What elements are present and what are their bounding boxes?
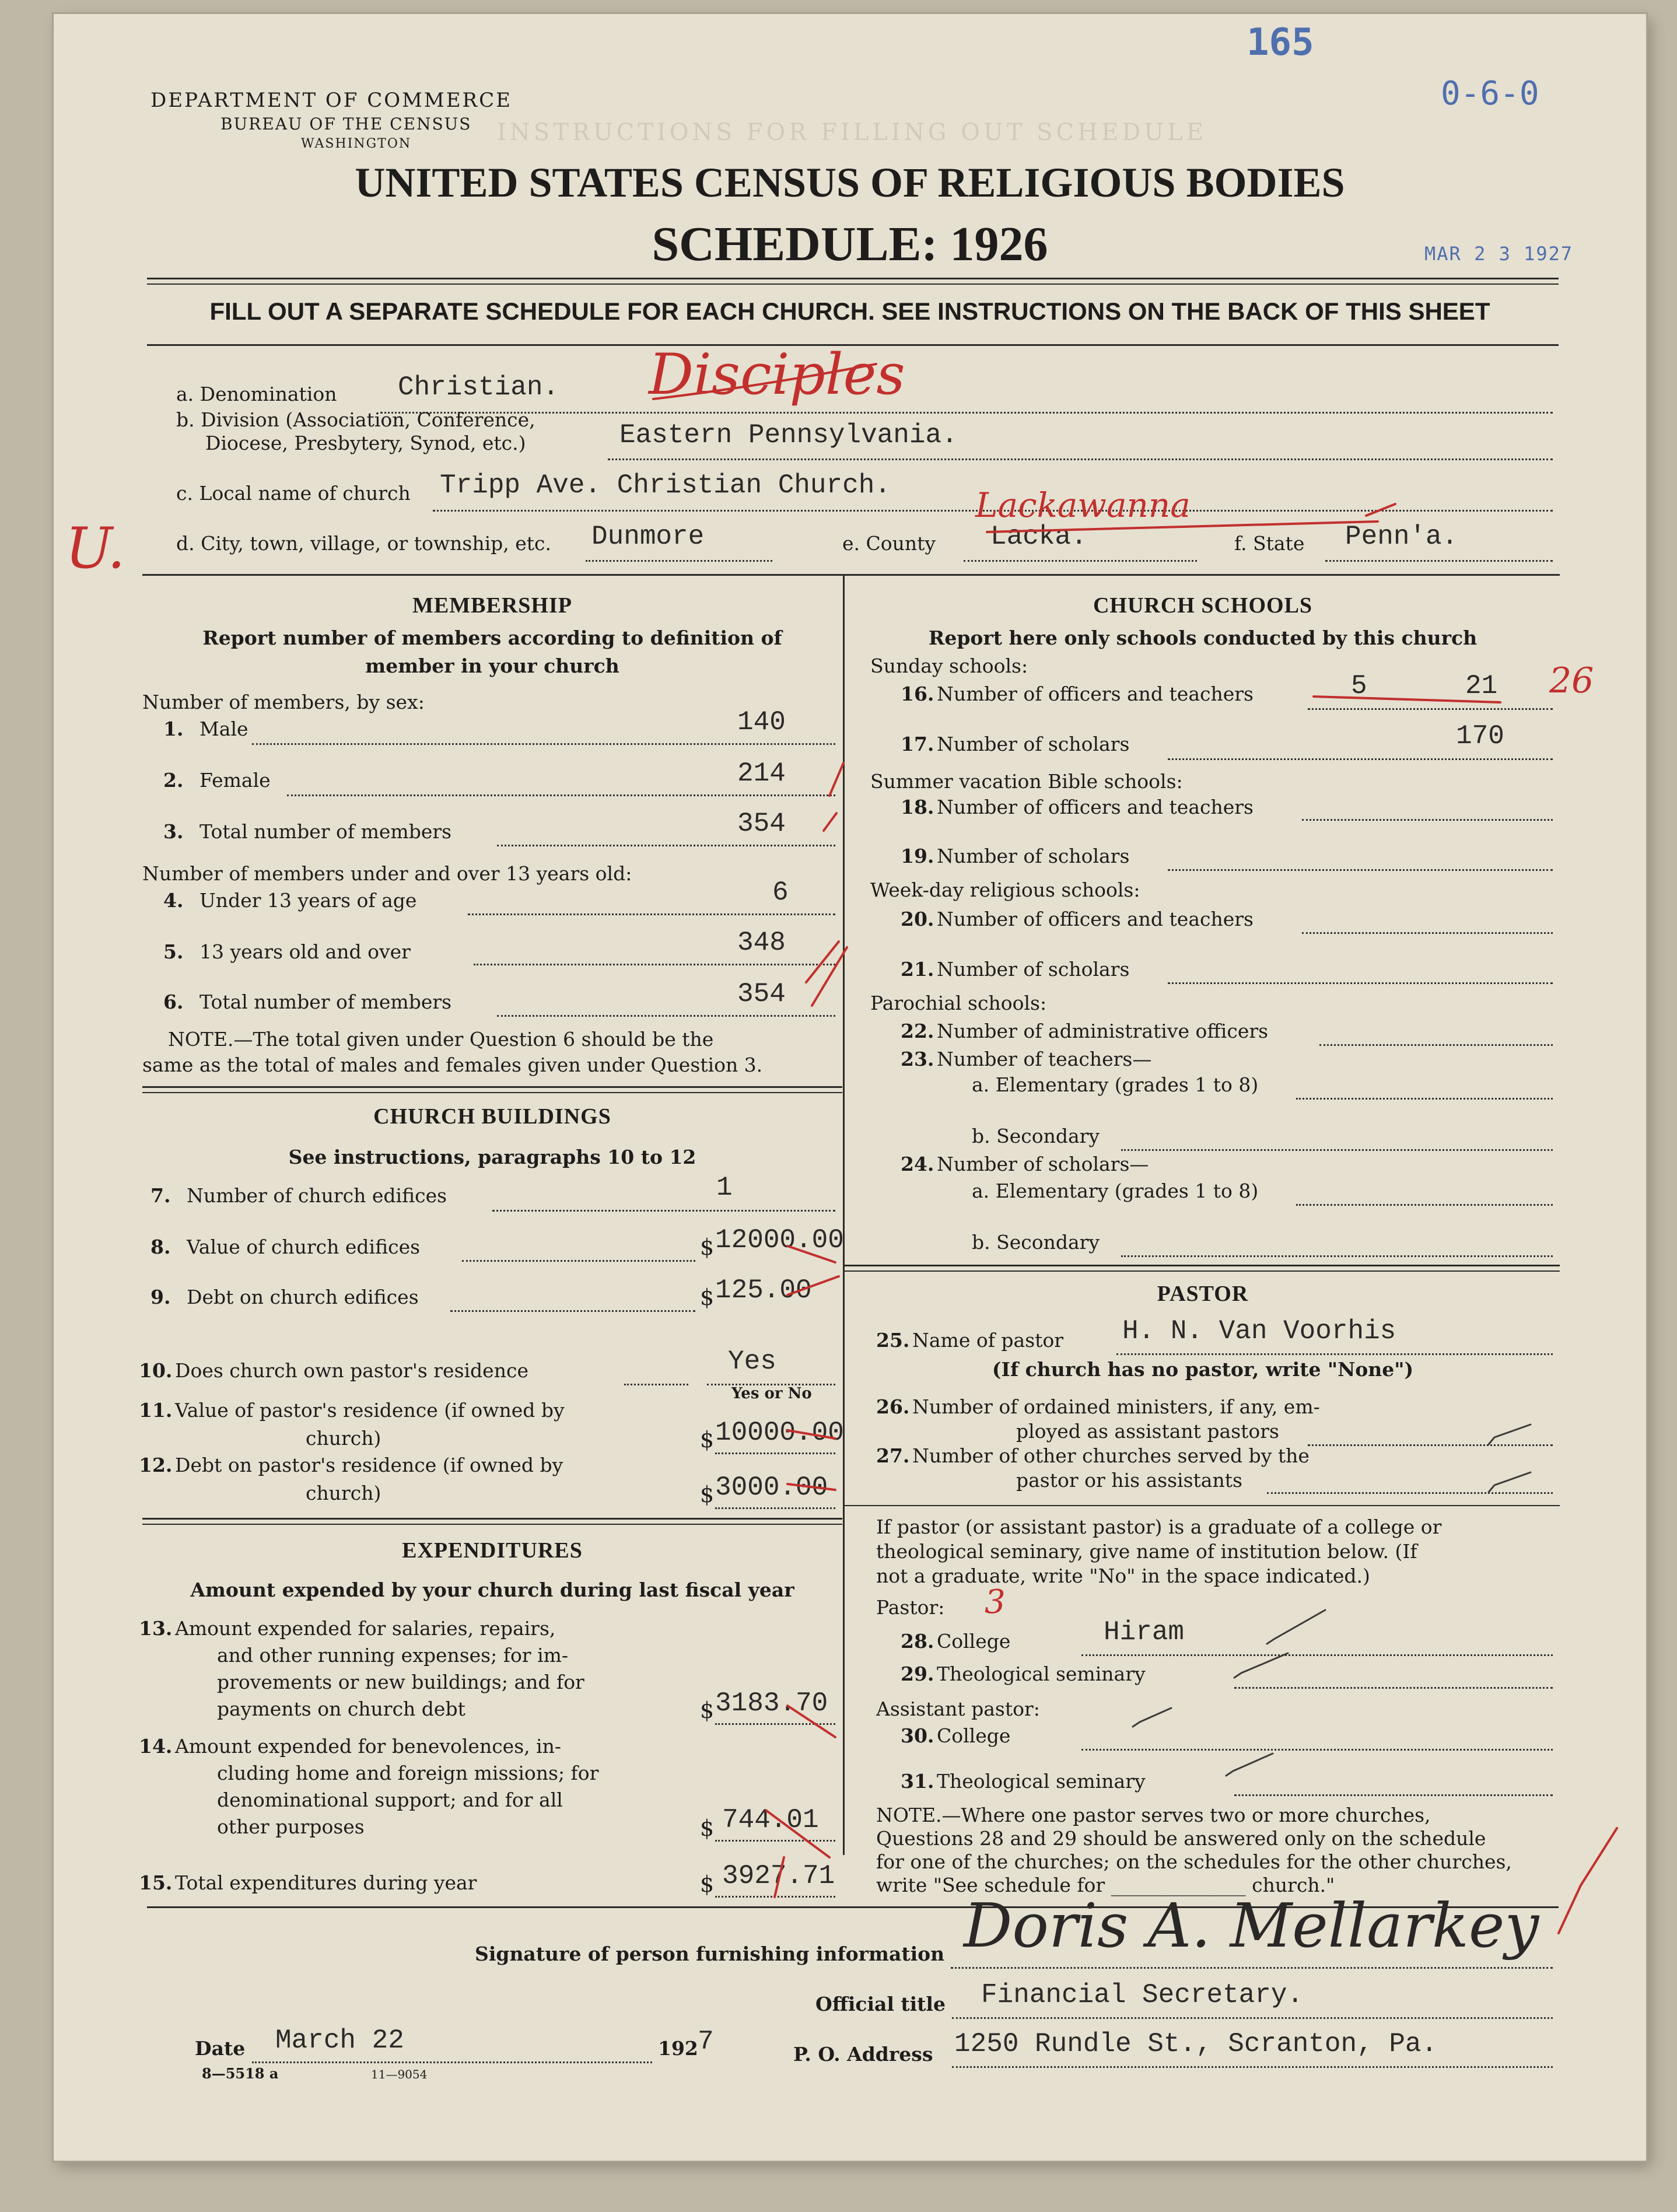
q23-number: 23. <box>901 1048 934 1070</box>
check-mark-q5 <box>806 942 839 982</box>
q9-value[interactable]: 125.00 <box>715 1275 812 1306</box>
county-stroke <box>987 522 1378 532</box>
q3-label: Total number of members <box>199 820 452 843</box>
q4-number: 4. <box>163 889 184 912</box>
membership-note-2: same as the total of males and females given under Question 3. <box>142 1054 763 1076</box>
graduate-instruction: If pastor (or assistant pastor) is a graduate of a college or <box>876 1516 1442 1538</box>
check-mark-q13 <box>787 1706 835 1737</box>
q11-currency: $ <box>700 1427 715 1452</box>
q25-number: 25. <box>876 1329 910 1352</box>
check-mark-q14 <box>766 1811 829 1857</box>
q29-label: Theological seminary <box>937 1662 1146 1685</box>
q21-number: 21. <box>901 958 934 981</box>
q24b-label: b. Secondary <box>972 1231 1100 1254</box>
q7-label: Number of church edifices <box>187 1184 447 1207</box>
q16-value-b[interactable]: 21 <box>1465 671 1498 701</box>
q15-number: 15. <box>139 1871 173 1894</box>
pastor-note-2: Questions 28 and 29 should be answered only on the schedule <box>876 1827 1486 1850</box>
q17-number: 17. <box>901 733 934 755</box>
q26-number: 26. <box>876 1395 910 1418</box>
expenditures-intro: Amount expended by your church during last fiscal year <box>190 1578 794 1601</box>
q10-number: 10. <box>139 1359 173 1382</box>
membership-title: MEMBERSHIP <box>412 593 572 618</box>
q5-label: 13 years old and over <box>199 940 411 963</box>
check-mark-q29 <box>1234 1653 1288 1678</box>
address-label: P. O. Address <box>793 2043 933 2066</box>
red-check-marks <box>54 14 1646 2161</box>
check-mark-q6 <box>812 947 847 1006</box>
q18-number: 18. <box>901 796 934 818</box>
q24-number: 24. <box>901 1153 934 1175</box>
city-value[interactable]: Dunmore <box>591 522 705 552</box>
q14-label-3: denominational support; and for all <box>217 1788 563 1811</box>
q4-value[interactable]: 6 <box>772 877 789 908</box>
membership-note: NOTE.—The total given under Question 6 should be the <box>168 1028 714 1051</box>
form-title: UNITED STATES CENSUS OF RELIGIOUS BODIES <box>355 159 1345 206</box>
check-mark-q28 <box>1267 1610 1325 1644</box>
q3-value[interactable]: 354 <box>737 808 786 839</box>
by-sex-label: Number of members, by sex: <box>142 691 425 713</box>
q27-label: Number of other churches served by the <box>912 1444 1310 1467</box>
denomination-value[interactable]: Christian. <box>398 372 559 402</box>
q10-value[interactable]: Yes <box>728 1346 776 1377</box>
summer-label: Summer vacation Bible schools: <box>870 770 1183 793</box>
buildings-title: CHURCH BUILDINGS <box>373 1104 611 1129</box>
q23a-label: a. Elementary (grades 1 to 8) <box>972 1073 1259 1096</box>
q8-value[interactable]: 12000.00 <box>715 1225 844 1255</box>
q13-number: 13. <box>139 1617 173 1640</box>
q18-label: Number of officers and teachers <box>937 796 1254 818</box>
q2-number: 2. <box>163 769 184 792</box>
q14-label-4: other purposes <box>217 1815 365 1838</box>
q25-hint: (If church has no pastor, write "None") <box>992 1358 1414 1381</box>
q30-number: 30. <box>901 1724 934 1747</box>
bureau-label: BUREAU OF THE CENSUS <box>220 114 472 134</box>
q16-value-a[interactable]: 5 <box>1351 671 1367 701</box>
q12-number: 12. <box>139 1454 173 1476</box>
q28-number: 28. <box>901 1630 934 1653</box>
form-number: 8—5518 a <box>202 2065 279 2082</box>
q12-label: Debt on pastor's residence (if owned by <box>175 1454 563 1476</box>
pastor-note: NOTE.—Where one pastor serves two or more churches, <box>876 1804 1431 1826</box>
division-label: b. Division (Association, Conference, <box>176 408 535 431</box>
state-value[interactable]: Penn'a. <box>1345 522 1458 552</box>
year-prefix: 192 <box>658 2037 698 2060</box>
q8-currency: $ <box>700 1234 715 1260</box>
pastor-sub-label: Pastor: <box>876 1596 945 1619</box>
q19-label: Number of scholars <box>937 845 1130 867</box>
q13-currency: $ <box>700 1698 715 1723</box>
check-mark-q15 <box>775 1857 784 1897</box>
date-value[interactable]: March 22 <box>275 2025 404 2056</box>
denomination-annotation: Disciples <box>649 342 905 407</box>
pastor-title: PASTOR <box>1157 1282 1249 1306</box>
q16-number: 16. <box>901 682 934 705</box>
graduate-instruction-3: not a graduate, write "No" in the space indicated.) <box>876 1564 1370 1587</box>
q20-label: Number of officers and teachers <box>937 908 1254 930</box>
q1-label: Male <box>199 718 248 740</box>
check-mark-q26 <box>1489 1424 1531 1444</box>
q17-label: Number of scholars <box>937 733 1130 755</box>
q16-annotation: 26 <box>1549 660 1594 701</box>
q29-number: 29. <box>901 1662 934 1685</box>
by-age-label: Number of members under and over 13 years old: <box>142 862 632 885</box>
q2-label: Female <box>199 769 271 792</box>
q24-label: Number of scholars— <box>937 1153 1149 1175</box>
q25-label: Name of pastor <box>912 1329 1064 1352</box>
q27-label-2: pastor or his assistants <box>1016 1469 1242 1492</box>
city-label: WASHINGTON <box>301 136 412 151</box>
membership-intro-2: member in your church <box>365 654 619 677</box>
pastor-note-4: write "See schedule for ______________ church." <box>876 1874 1335 1896</box>
expenditures-title: EXPENDITURES <box>402 1538 583 1563</box>
q1-value[interactable]: 140 <box>737 707 786 737</box>
q13-label-4: payments on church debt <box>217 1698 465 1720</box>
college-value[interactable]: Hiram <box>1104 1617 1185 1647</box>
q2-value[interactable]: 214 <box>737 758 786 789</box>
margin-mark: U. <box>65 516 125 581</box>
q14-number: 14. <box>139 1735 173 1758</box>
date-label: Date <box>195 2037 246 2060</box>
pastor-name-value[interactable]: H. N. Van Voorhis <box>1122 1316 1396 1346</box>
division-value[interactable]: Eastern Pennsylvania. <box>619 420 958 450</box>
church-name-label: c. Local name of church <box>176 482 411 505</box>
q8-number: 8. <box>150 1236 171 1258</box>
q22-label: Number of administrative officers <box>937 1020 1269 1042</box>
q11-label: Value of pastor's residence (if owned by <box>175 1399 565 1422</box>
q16-label: Number of officers and teachers <box>937 682 1254 705</box>
census-schedule-sheet <box>54 14 1646 2161</box>
q6-label: Total number of members <box>199 991 452 1013</box>
q26-label: Number of ordained ministers, if any, em- <box>912 1395 1320 1418</box>
q1-number: 1. <box>163 718 184 740</box>
q12-currency: $ <box>700 1482 715 1507</box>
q17-value[interactable]: 170 <box>1456 721 1504 751</box>
q9-currency: $ <box>700 1284 715 1310</box>
q15-label: Total expenditures during year <box>175 1871 477 1894</box>
q7-number: 7. <box>150 1184 171 1207</box>
signature-label: Signature of person furnishing information <box>475 1943 945 1965</box>
check-mark-q12 <box>787 1484 835 1490</box>
weekday-label: Week-day religious schools: <box>870 878 1140 901</box>
check-mark-q11 <box>787 1430 835 1438</box>
q5-value[interactable]: 348 <box>737 928 786 958</box>
q14-value[interactable]: 744.01 <box>722 1805 819 1835</box>
signature[interactable]: Doris A. Mellarkey <box>964 1890 1539 1961</box>
q4-label: Under 13 years of age <box>199 889 417 912</box>
q14-currency: $ <box>700 1815 715 1841</box>
department-label: DEPARTMENT OF COMMERCE <box>150 89 512 112</box>
membership-intro: Report number of members according to definition of <box>202 626 782 649</box>
sunday-label: Sunday schools: <box>870 654 1028 677</box>
county-annotation: Lackawanna <box>975 485 1191 525</box>
q13-label-2: and other running expenses; for im- <box>217 1644 569 1667</box>
q11-value[interactable]: 10000.00 <box>715 1418 844 1448</box>
graduate-instruction-2: theological seminary, give name of institution below. (If <box>876 1540 1417 1563</box>
q15-currency: $ <box>700 1871 715 1897</box>
q23b-label: b. Secondary <box>972 1125 1100 1147</box>
pastor-note-3: for one of the churches; on the schedules for the other churches, <box>876 1850 1512 1873</box>
county-tick <box>1366 504 1395 516</box>
q7-value[interactable]: 1 <box>716 1172 733 1203</box>
q13-value[interactable]: 3183.70 <box>715 1688 828 1718</box>
county-label: e. County <box>842 532 936 555</box>
check-mark-q2 <box>829 763 843 796</box>
q24a-label: a. Elementary (grades 1 to 8) <box>972 1180 1259 1202</box>
parochial-label: Parochial schools: <box>870 992 1047 1014</box>
stamp-number: 165 <box>1247 21 1314 64</box>
q19-number: 19. <box>901 845 934 867</box>
underline-stroke <box>653 364 876 399</box>
official-title-value[interactable]: Financial Secretary. <box>981 1980 1304 2010</box>
q26-label-2: ployed as assistant pastors <box>1016 1420 1279 1443</box>
assistant-sub-label: Assistant pastor: <box>876 1698 1040 1720</box>
q15-value[interactable]: 3927.71 <box>722 1861 835 1891</box>
buildings-intro: See instructions, paragraphs 10 to 12 <box>288 1146 696 1168</box>
q22-number: 22. <box>901 1020 934 1042</box>
q27-number: 27. <box>876 1444 910 1467</box>
division-label-2: Diocese, Presbytery, Synod, etc.) <box>205 432 526 454</box>
check-mark-q31 <box>1226 1754 1273 1776</box>
q16-strike <box>1314 696 1500 702</box>
q23-label: Number of teachers— <box>937 1048 1152 1070</box>
q11-label-2: church) <box>306 1427 381 1450</box>
q3-number: 3. <box>163 820 184 843</box>
check-mark-q8 <box>787 1246 835 1262</box>
q11-number: 11. <box>139 1399 173 1422</box>
city-label: d. City, town, village, or township, etc. <box>176 532 552 555</box>
check-mark-q9 <box>787 1276 839 1295</box>
schools-intro: Report here only schools conducted by this church <box>928 626 1478 649</box>
q31-number: 31. <box>901 1770 934 1793</box>
q12-label-2: church) <box>306 1482 381 1504</box>
q20-number: 20. <box>901 908 934 930</box>
q9-number: 9. <box>150 1286 171 1308</box>
county-value[interactable]: Lacka. <box>990 522 1087 552</box>
church-name-value[interactable]: Tripp Ave. Christian Church. <box>440 470 891 501</box>
check-mark-q3 <box>824 813 836 831</box>
q31-label: Theological seminary <box>937 1770 1146 1793</box>
approval-check <box>1559 1828 1617 1933</box>
bleed-through-text: INSTRUCTIONS FOR FILLING OUT SCHEDULE <box>497 119 1207 146</box>
q13-label: Amount expended for salaries, repairs, <box>175 1617 556 1640</box>
check-mark-q27 <box>1489 1472 1531 1492</box>
received-date-stamp: MAR 2 3 1927 <box>1424 243 1574 265</box>
stamp-code: 0-6-0 <box>1441 75 1539 113</box>
year-value[interactable]: 7 <box>698 2027 714 2057</box>
q13-label-3: provements or new buildings; and for <box>217 1671 584 1693</box>
q14-label-2: cluding home and foreign missions; for <box>217 1762 599 1784</box>
q5-number: 5. <box>163 940 184 963</box>
instruction-banner: FILL OUT A SEPARATE SCHEDULE FOR EACH CHURCH. SEE INSTRUCTIONS ON THE BACK OF THIS SHEET <box>209 298 1490 325</box>
print-number: 11—9054 <box>371 2067 428 2081</box>
q21-label: Number of scholars <box>937 958 1130 981</box>
q12-value[interactable]: 3000.00 <box>715 1472 828 1503</box>
q10-hint: Yes or No <box>731 1385 812 1402</box>
check-mark-q30 <box>1133 1708 1171 1727</box>
q9-label: Debt on church edifices <box>187 1286 419 1308</box>
q6-number: 6. <box>163 991 184 1013</box>
schedule-title: SCHEDULE: 1926 <box>652 217 1048 271</box>
official-title-label: Official title <box>815 1993 946 2015</box>
q10-label: Does church own pastor's residence <box>175 1359 528 1382</box>
state-label: f. State <box>1234 532 1305 555</box>
q8-label: Value of church edifices <box>187 1236 421 1258</box>
q14-label: Amount expended for benevolences, in- <box>175 1735 562 1758</box>
q6-value[interactable]: 354 <box>737 979 786 1009</box>
address-value[interactable]: 1250 Rundle St., Scranton, Pa. <box>954 2029 1438 2059</box>
denomination-label: a. Denomination <box>176 383 337 405</box>
q30-label: College <box>937 1724 1011 1747</box>
schools-title: CHURCH SCHOOLS <box>1093 593 1313 618</box>
pastor-mark: 3 <box>985 1583 1006 1621</box>
q28-label: College <box>937 1630 1011 1653</box>
